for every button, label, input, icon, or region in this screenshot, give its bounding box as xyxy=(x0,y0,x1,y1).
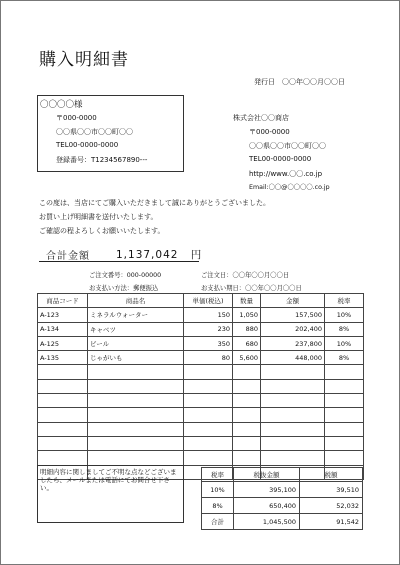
product-code-cell xyxy=(38,422,88,436)
amount-cell xyxy=(261,394,325,408)
header-tax-amount: 税額 xyxy=(300,468,363,482)
total-unit: 円 xyxy=(190,249,203,261)
tax-rate-cell: 8% xyxy=(325,322,364,336)
order-date: ご注文日：〇〇年〇〇月〇〇日 xyxy=(201,272,290,279)
table-row xyxy=(202,498,363,514)
total-value: 1,137,042 xyxy=(116,249,179,261)
vendor-postal: 〒000-0000 xyxy=(249,128,290,136)
unit-price-cell xyxy=(184,451,233,465)
header-tax-rate: 税率 xyxy=(325,294,364,308)
product-name-cell xyxy=(88,436,184,450)
product-code-cell xyxy=(38,394,88,408)
quantity-cell: 1,050 xyxy=(233,308,261,322)
issue-date: 発行日 〇〇年〇〇月〇〇日 xyxy=(254,78,345,86)
tax-amount-cell: 52,032 xyxy=(300,498,363,514)
product-code-cell xyxy=(38,408,88,422)
vendor-tel: TEL00-0000-0000 xyxy=(249,155,312,163)
tax-summary-table xyxy=(201,467,363,530)
quantity-cell xyxy=(233,365,261,379)
product-name-cell xyxy=(88,422,184,436)
table-row xyxy=(38,451,364,465)
table-row xyxy=(38,422,364,436)
amount-cell: 157,500 xyxy=(261,308,325,322)
table-row xyxy=(202,482,363,498)
header-tax-rate: 税率 xyxy=(202,468,234,482)
quantity-cell: 680 xyxy=(233,336,261,350)
amount-cell xyxy=(261,436,325,450)
pre-tax-amount-cell: 1,045,500 xyxy=(234,514,300,530)
total-amount xyxy=(116,247,202,262)
unit-price-cell: 150 xyxy=(184,308,233,322)
unit-price-cell xyxy=(184,408,233,422)
tax-rate-cell xyxy=(325,451,364,465)
vendor-email: Email:〇〇@〇〇〇〇.co.jp xyxy=(249,184,330,191)
message-line: お買い上げ明細書を送付いたします。 xyxy=(39,213,158,221)
header-unit-price: 単価(税込) xyxy=(184,294,233,308)
product-code-cell xyxy=(38,365,88,379)
tax-rate-cell xyxy=(325,379,364,393)
tax-amount-cell: 39,510 xyxy=(300,482,363,498)
table-row xyxy=(38,394,364,408)
customer-address: 〇〇県〇〇市〇〇町〇〇 xyxy=(56,128,133,136)
document-title: 購入明細書 xyxy=(39,50,129,70)
tax-rate-cell xyxy=(325,436,364,450)
header-pre-tax-amount: 税抜金額 xyxy=(234,468,300,482)
unit-price-cell: 230 xyxy=(184,322,233,336)
product-code-cell: A-125 xyxy=(38,336,88,350)
table-row xyxy=(38,365,364,379)
product-code-cell xyxy=(38,451,88,465)
unit-price-cell xyxy=(184,436,233,450)
customer-tel: TEL00-0000-0000 xyxy=(56,141,119,149)
header-product-name: 商品名 xyxy=(88,294,184,308)
product-code-cell xyxy=(38,379,88,393)
table-row xyxy=(202,514,363,530)
amount-cell: 237,800 xyxy=(261,336,325,350)
product-name-cell xyxy=(88,394,184,408)
tax-rate-cell: 合計 xyxy=(202,514,234,530)
product-name-cell: じゃがいも xyxy=(88,351,184,365)
product-name-cell: ビール xyxy=(88,336,184,350)
header-amount: 金額 xyxy=(261,294,325,308)
pre-tax-amount-cell: 395,100 xyxy=(234,482,300,498)
quantity-cell xyxy=(233,422,261,436)
customer-registration-number: 登録番号：T1234567890--- xyxy=(56,156,148,164)
product-name-cell xyxy=(88,451,184,465)
tax-rate-cell xyxy=(325,365,364,379)
table-row xyxy=(38,322,364,336)
tax-rate-cell xyxy=(325,408,364,422)
table-row xyxy=(38,379,364,393)
customer-name: 〇〇〇〇様 xyxy=(40,100,83,110)
product-code-cell: A-123 xyxy=(38,308,88,322)
payment-method: お支払い方法：郵便振込 xyxy=(89,285,159,292)
product-name-cell xyxy=(88,408,184,422)
unit-price-cell: 80 xyxy=(184,351,233,365)
pre-tax-amount-cell: 650,400 xyxy=(234,498,300,514)
unit-price-cell xyxy=(184,394,233,408)
product-name-cell xyxy=(88,365,184,379)
message-line: ご確認の程よろしくお願いいたします。 xyxy=(39,227,165,235)
amount-cell: 448,000 xyxy=(261,351,325,365)
amount-cell xyxy=(261,379,325,393)
quantity-cell xyxy=(233,451,261,465)
product-name-cell: キャベツ xyxy=(88,322,184,336)
table-row xyxy=(38,436,364,450)
product-code-cell xyxy=(38,436,88,450)
tax-rate-cell: 10% xyxy=(202,482,234,498)
total-label: 合計金額 xyxy=(46,251,90,262)
quantity-cell xyxy=(233,394,261,408)
tax-rate-cell xyxy=(325,394,364,408)
quantity-cell xyxy=(233,379,261,393)
amount-cell: 202,400 xyxy=(261,322,325,336)
amount-cell xyxy=(261,422,325,436)
quantity-cell: 880 xyxy=(233,322,261,336)
tax-rate-cell: 10% xyxy=(325,336,364,350)
unit-price-cell: 350 xyxy=(184,336,233,350)
tax-rate-cell: 10% xyxy=(325,308,364,322)
quantity-cell xyxy=(233,436,261,450)
product-code-cell: A-134 xyxy=(38,322,88,336)
table-row xyxy=(38,351,364,365)
tax-header-row xyxy=(202,468,363,482)
memo-box: 明細内容に関しましてご不明な点などございましたら、メールまたは電話にてお問合せ下さい。 xyxy=(37,465,184,523)
product-code-cell: A-135 xyxy=(38,351,88,365)
table-row xyxy=(38,336,364,350)
header-product-code: 商品コード xyxy=(38,294,88,308)
items-table xyxy=(37,293,364,480)
header-quantity: 数量 xyxy=(233,294,261,308)
total-underline xyxy=(39,261,199,262)
table-row xyxy=(38,408,364,422)
tax-amount-cell: 91,542 xyxy=(300,514,363,530)
amount-cell xyxy=(261,451,325,465)
message-line: この度は、当店にてご購入いただきまして誠にありがとうございました。 xyxy=(39,199,270,207)
customer-postal: 〒000-0000 xyxy=(56,114,97,122)
amount-cell xyxy=(261,408,325,422)
tax-rate-cell: 8% xyxy=(202,498,234,514)
vendor-name: 株式会社〇〇商店 xyxy=(233,114,289,122)
tax-rate-cell: 8% xyxy=(325,351,364,365)
product-name-cell xyxy=(88,379,184,393)
unit-price-cell xyxy=(184,365,233,379)
table-row xyxy=(38,308,364,322)
quantity-cell: 5,600 xyxy=(233,351,261,365)
payment-due-date: お支払い期日：〇〇年〇〇月〇〇日 xyxy=(201,285,302,292)
items-header-row xyxy=(38,294,364,308)
product-name-cell: ミネラルウォーター xyxy=(88,308,184,322)
unit-price-cell xyxy=(184,422,233,436)
vendor-address: 〇〇県〇〇市〇〇町〇〇 xyxy=(249,142,326,150)
unit-price-cell xyxy=(184,379,233,393)
vendor-url: http://www.〇〇.co.jp xyxy=(249,170,323,178)
tax-rate-cell xyxy=(325,422,364,436)
order-number: ご注文番号：000-00000 xyxy=(89,272,162,279)
quantity-cell xyxy=(233,408,261,422)
amount-cell xyxy=(261,365,325,379)
